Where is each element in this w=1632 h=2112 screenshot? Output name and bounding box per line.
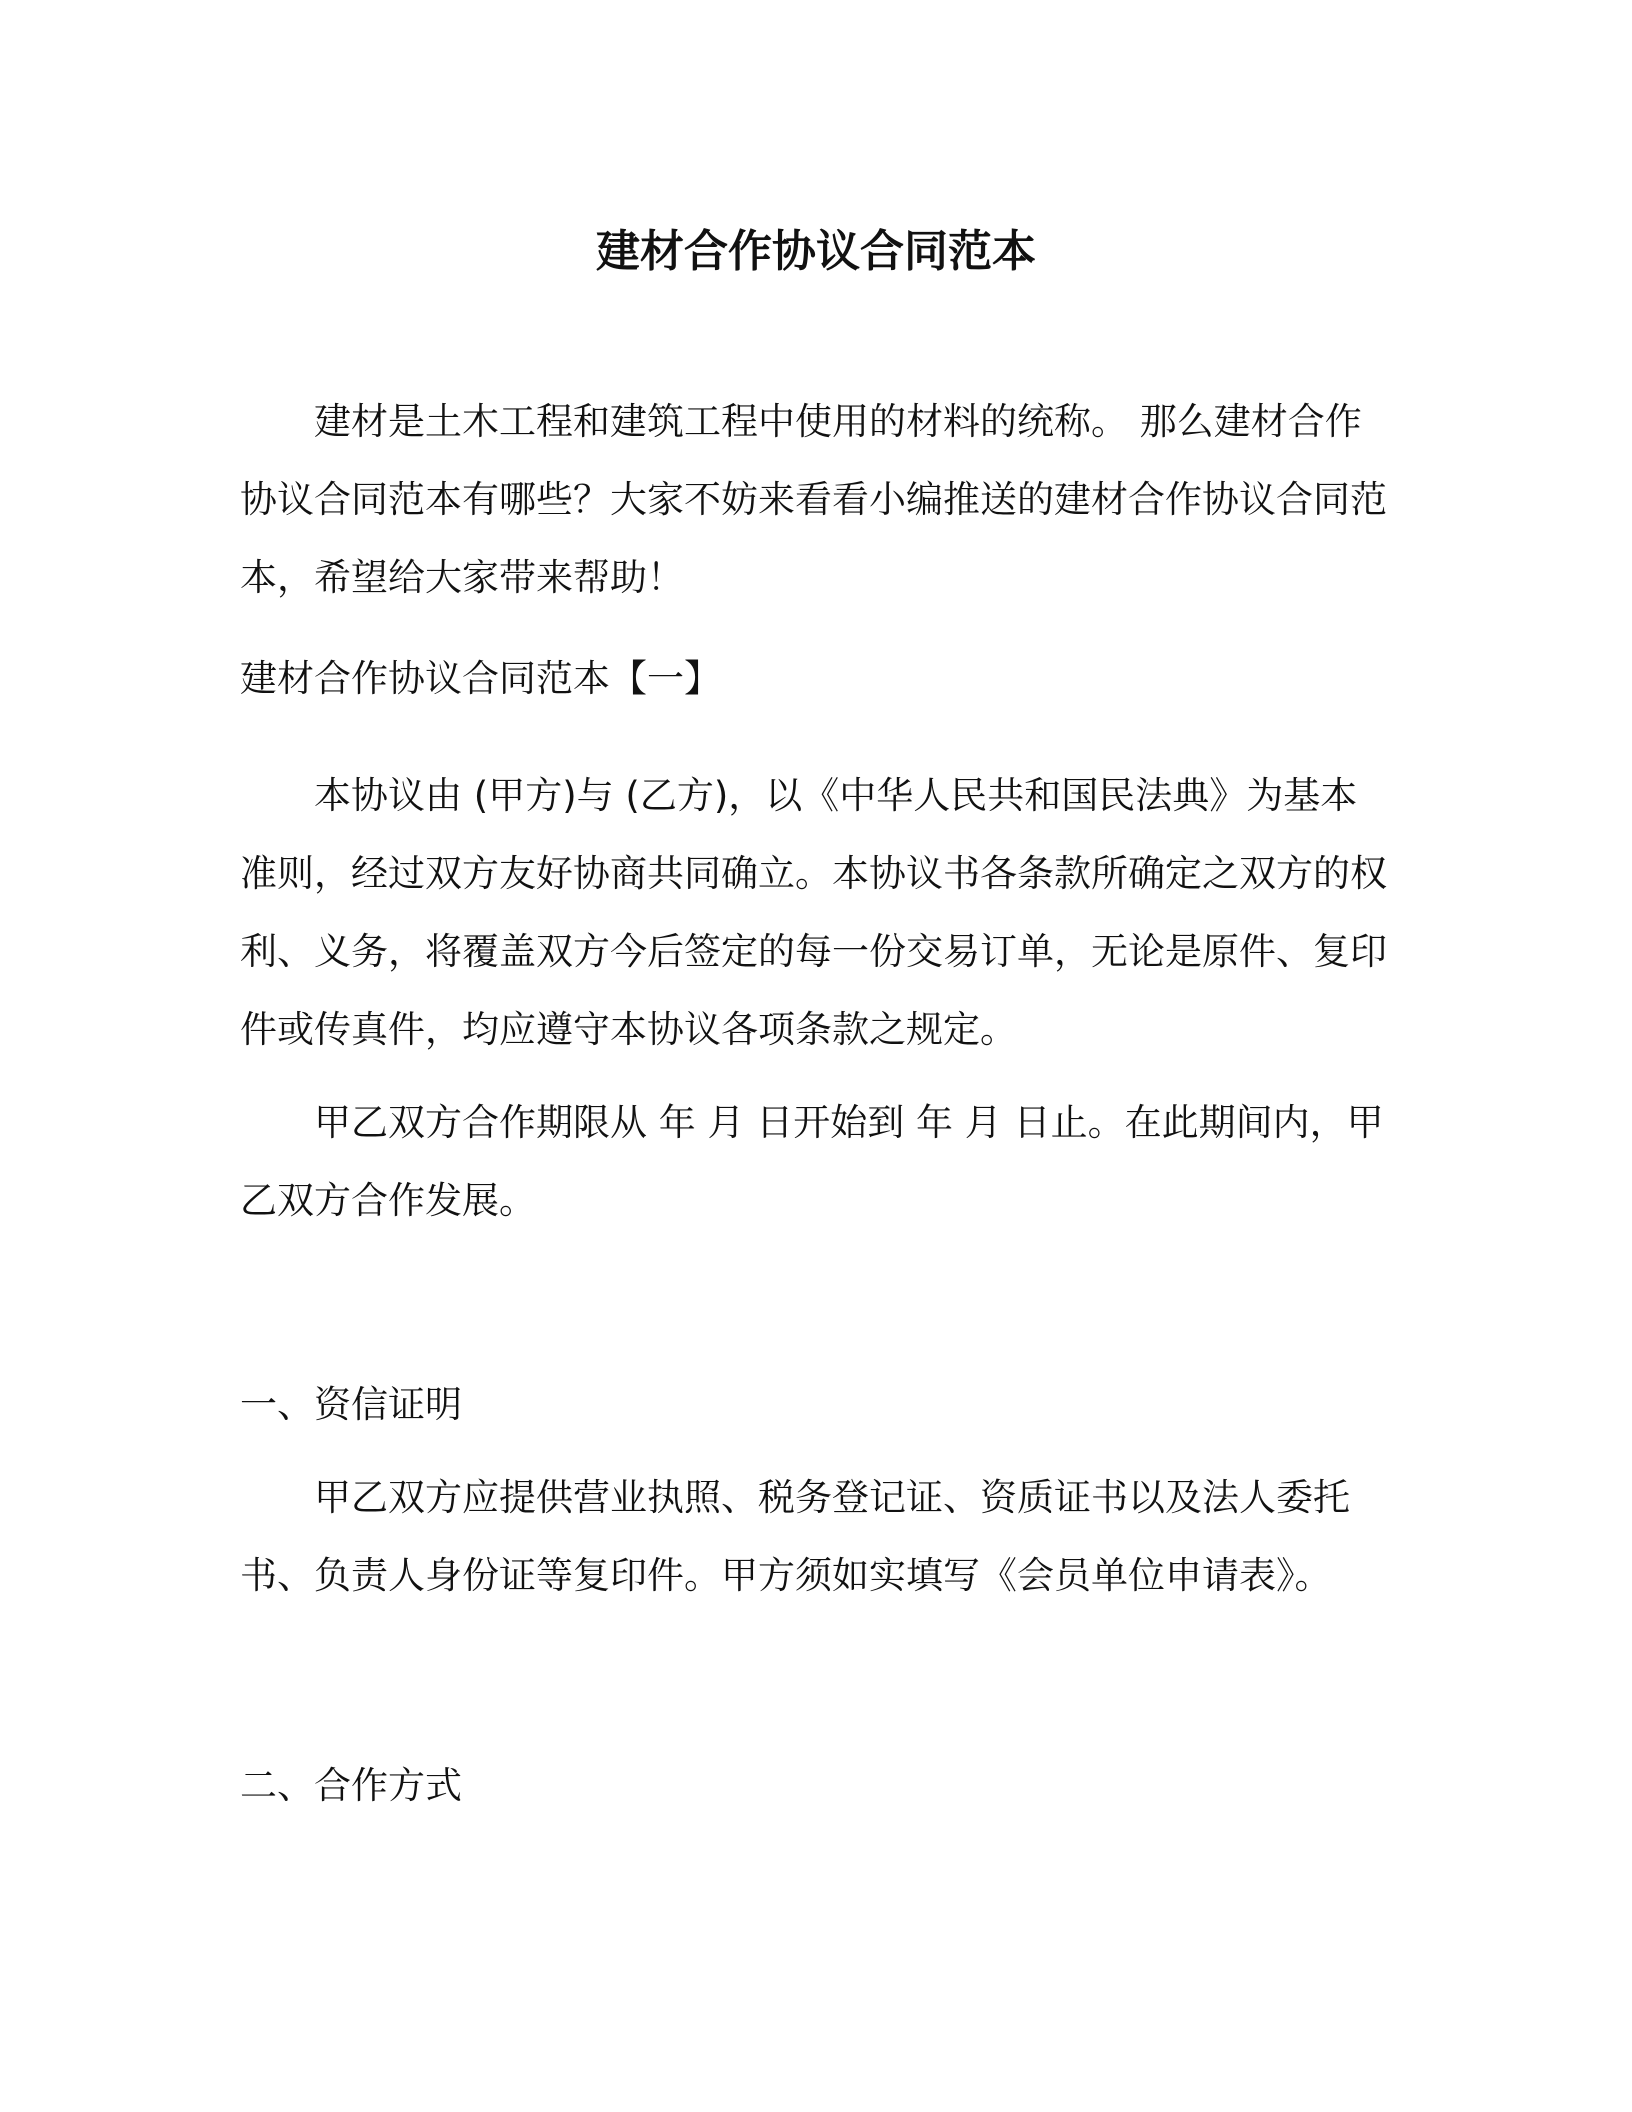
section-heading-cooperation: 二、合作方式 <box>240 1764 462 1807</box>
credit-paragraph: 甲乙双方应提供营业执照、税务登记证、资质证书以及法人委托书、负责人身份证等复印件。甲方须如实填写《会员单位申请表》。 <box>240 1476 1350 1597</box>
term-paragraph: 甲乙双方合作期限从 年 月 日开始到 年 月 日止。在此期间内，甲乙双方合作发展。 <box>240 1101 1384 1222</box>
intro-paragraph: 建材是土木工程和建筑工程中使用的材料的统称。 那么建材合作协议合同范本有哪些？大家不妨来看看小编推送的建材合作协议合同范本，希望给大家带来帮助！ <box>240 400 1387 599</box>
document-title: 建材合作协议合同范本 <box>596 226 1036 277</box>
contract-subtitle: 建材合作协议合同范本【一】 <box>240 657 721 700</box>
agreement-paragraph: 本协议由 (甲方)与 (乙方)，以《中华人民共和国民法典》为基本准则，经过双方友好协商共同确立。本协议书各条款所确定之双方的权利、义务，将覆盖双方今后签定的每一份交易订单，无论是原件、复印件或传真件，均应遵守本协议各项条款之规定。 <box>240 774 1387 1051</box>
section-heading-credit: 一、资信证明 <box>240 1383 462 1426</box>
